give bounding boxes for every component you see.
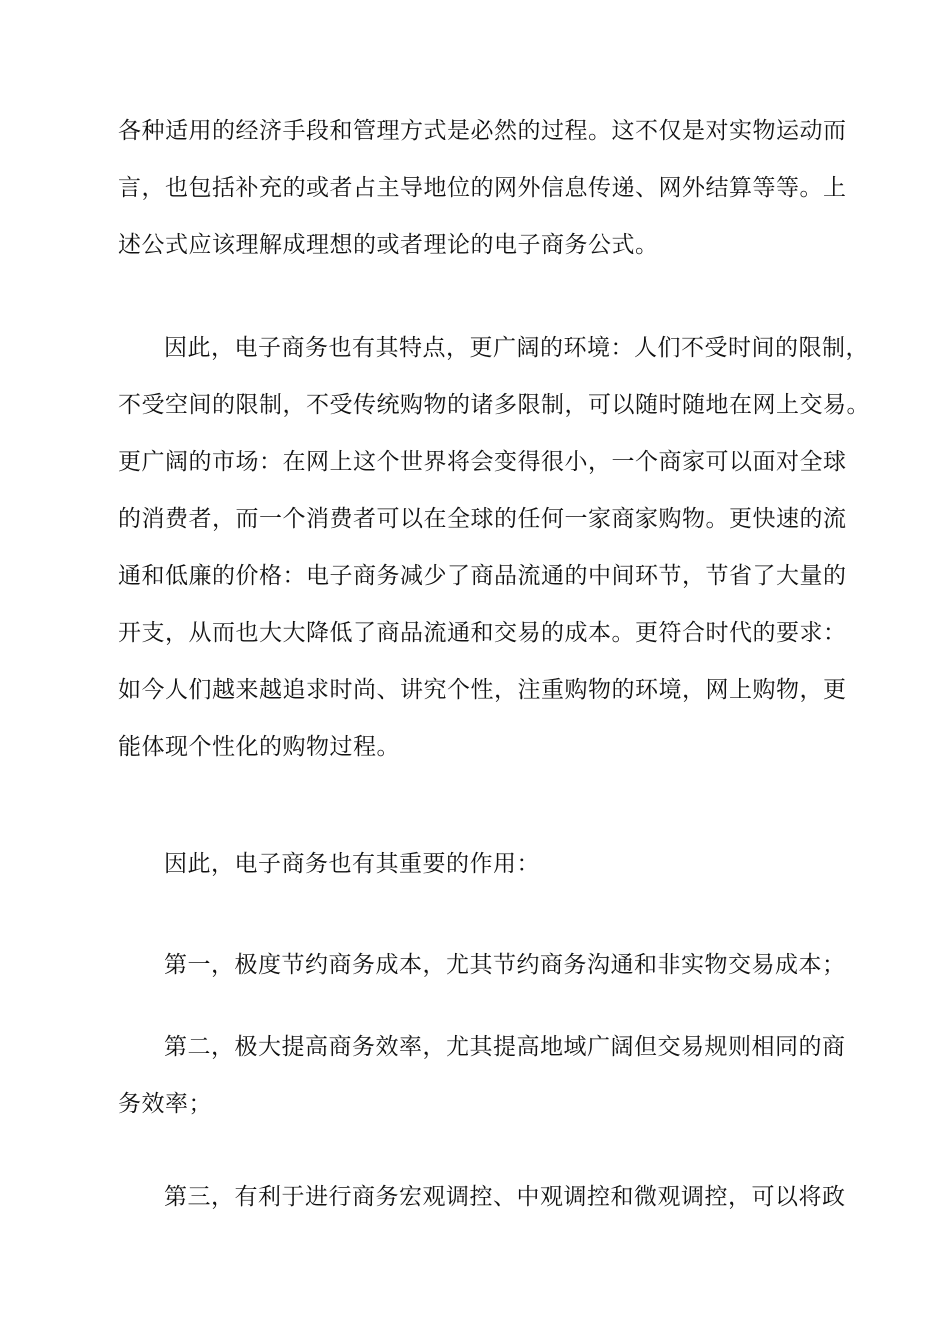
paragraph-5 (118, 1019, 846, 1133)
paragraph-2-line-2: 不受空间的限制，不受传统购物的诸多限制，可以随时随地在网上交易。 (118, 392, 870, 418)
paragraph-3-line-1: 因此，电子商务也有其重要的作用： (164, 851, 540, 877)
paragraph-2-line-6: 开支，从而也大大降低了商品流通和交易的成本。更符合时代的要求： (118, 620, 847, 646)
paragraph-2 (118, 320, 870, 776)
paragraph-2-line-5: 通和低廉的价格：电子商务减少了商品流通的中间环节，节省了大量的 (118, 563, 847, 589)
paragraph-4 (118, 937, 846, 994)
paragraph-2-line-7: 如今人们越来越追求时尚、讲究个性，注重购物的环境，网上购物，更 (118, 677, 847, 703)
paragraph-2-line-8: 能体现个性化的购物过程。 (118, 734, 400, 760)
paragraph-2-line-4: 的消费者，而一个消费者可以在全球的任何一家商家购物。更快速的流 (118, 506, 847, 532)
paragraph-3 (118, 836, 838, 893)
paragraph-5-line-1: 第二，极大提高商务效率，尤其提高地域广阔但交易规则相同的商 (164, 1034, 846, 1060)
paragraph-2-line-3: 更广阔的市场：在网上这个世界将会变得很小，一个商家可以面对全球 (118, 449, 847, 475)
paragraph-1-line-3: 述公式应该理解成理想的或者理论的电子商务公式。 (118, 232, 659, 258)
paragraph-4-line-1: 第一，极度节约商务成本，尤其节约商务沟通和非实物交易成本； (164, 952, 846, 978)
paragraph-1-line-1: 各种适用的经济手段和管理方式是必然的过程。这不仅是对实物运动而 (118, 118, 847, 144)
paragraph-5-line-2: 务效率； (118, 1091, 212, 1117)
paragraph-1 (118, 103, 847, 274)
paragraph-1-line-2: 言，也包括补充的或者占主导地位的网外信息传递、网外结算等等。上 (118, 175, 847, 201)
paragraph-6 (118, 1169, 846, 1226)
paragraph-6-line-1: 第三，有利于进行商务宏观调控、中观调控和微观调控，可以将政 (164, 1184, 846, 1210)
paragraph-2-line-1: 因此，电子商务也有其特点，更广阔的环境：人们不受时间的限制， (164, 335, 869, 361)
